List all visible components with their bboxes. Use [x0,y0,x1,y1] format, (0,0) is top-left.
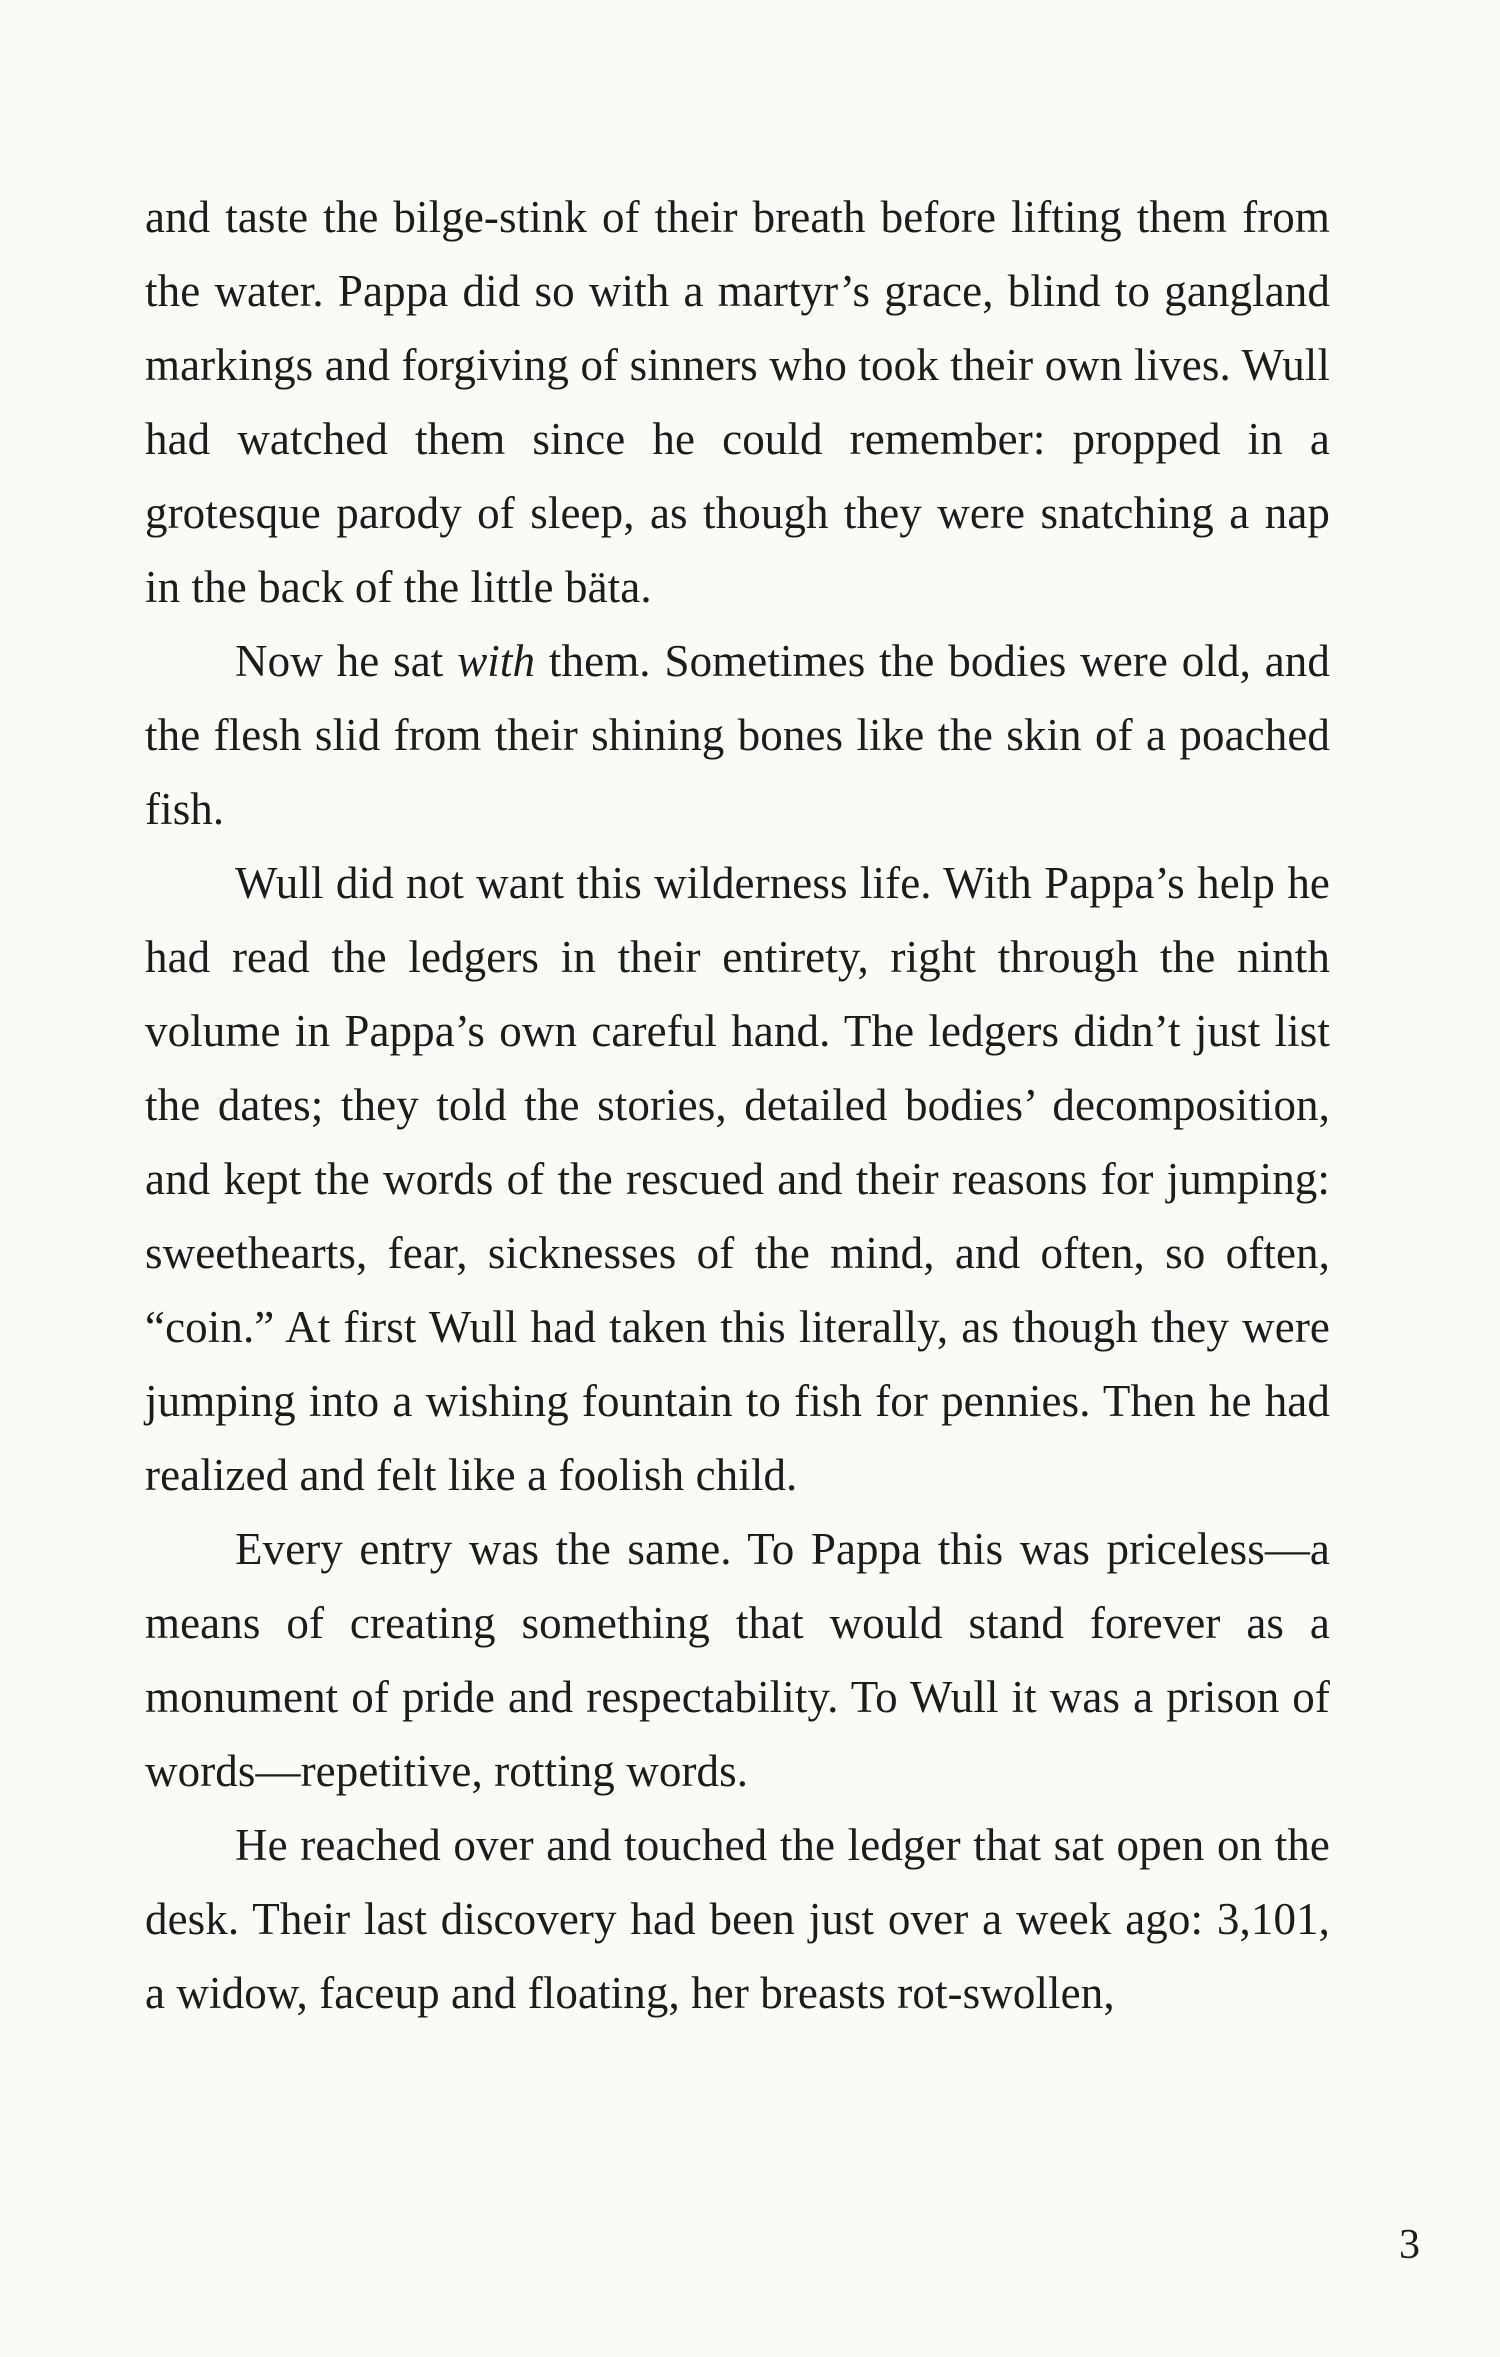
page-number: 3 [1399,2222,1420,2268]
body-text [145,180,1330,2030]
emphasized-word: with [457,636,536,686]
paragraph-2-rest: them. Sometimes the bodies were old, and the flesh slid from their shining bones like the skin of a poached fish. [145,636,1330,834]
paragraph-4: Every entry was the same. To Pappa this was priceless—a means of creating something that would stand forever as a monument of pride and respectability. To Wull it was a prison of words—repetitive, rotting words. [145,1524,1330,1796]
paragraph-5: He reached over and touched the ledger that sat open on the desk. Their last discovery had been just over a week ago: 3,101, a widow, faceup and floating, her breasts rot-swollen, [145,1820,1330,2018]
paragraph-2-lead: Now he sat [235,636,458,686]
paragraph-3: Wull did not want this wilderness life. With Pappa’s help he had read the ledgers in their entirety, right through the ninth volume in Pappa’s own careful hand. The ledgers didn’t just list the dates; they told the stories, detailed bodies’ decomposition, and kept the words of the rescued and their reasons for jumping: sweethearts, fear, sicknesses of the mind, and often, so often, “coin.” At first Wull had taken this literally, as though they were jumping into a wishing fountain to fish for pennies. Then he had realized and felt like a foolish child. [145,858,1330,1500]
paragraph-1: and taste the bilge-stink of their breath before lifting them from the water. Pappa did so with a martyr’s grace, blind to gangland markings and forgiving of sinners who took their own lives. Wull had watched them since he could remember: propped in a grotesque parody of sleep, as though they were snatching a nap in the back of the little bäta. [145,192,1330,612]
paragraph-2 [145,624,1330,846]
